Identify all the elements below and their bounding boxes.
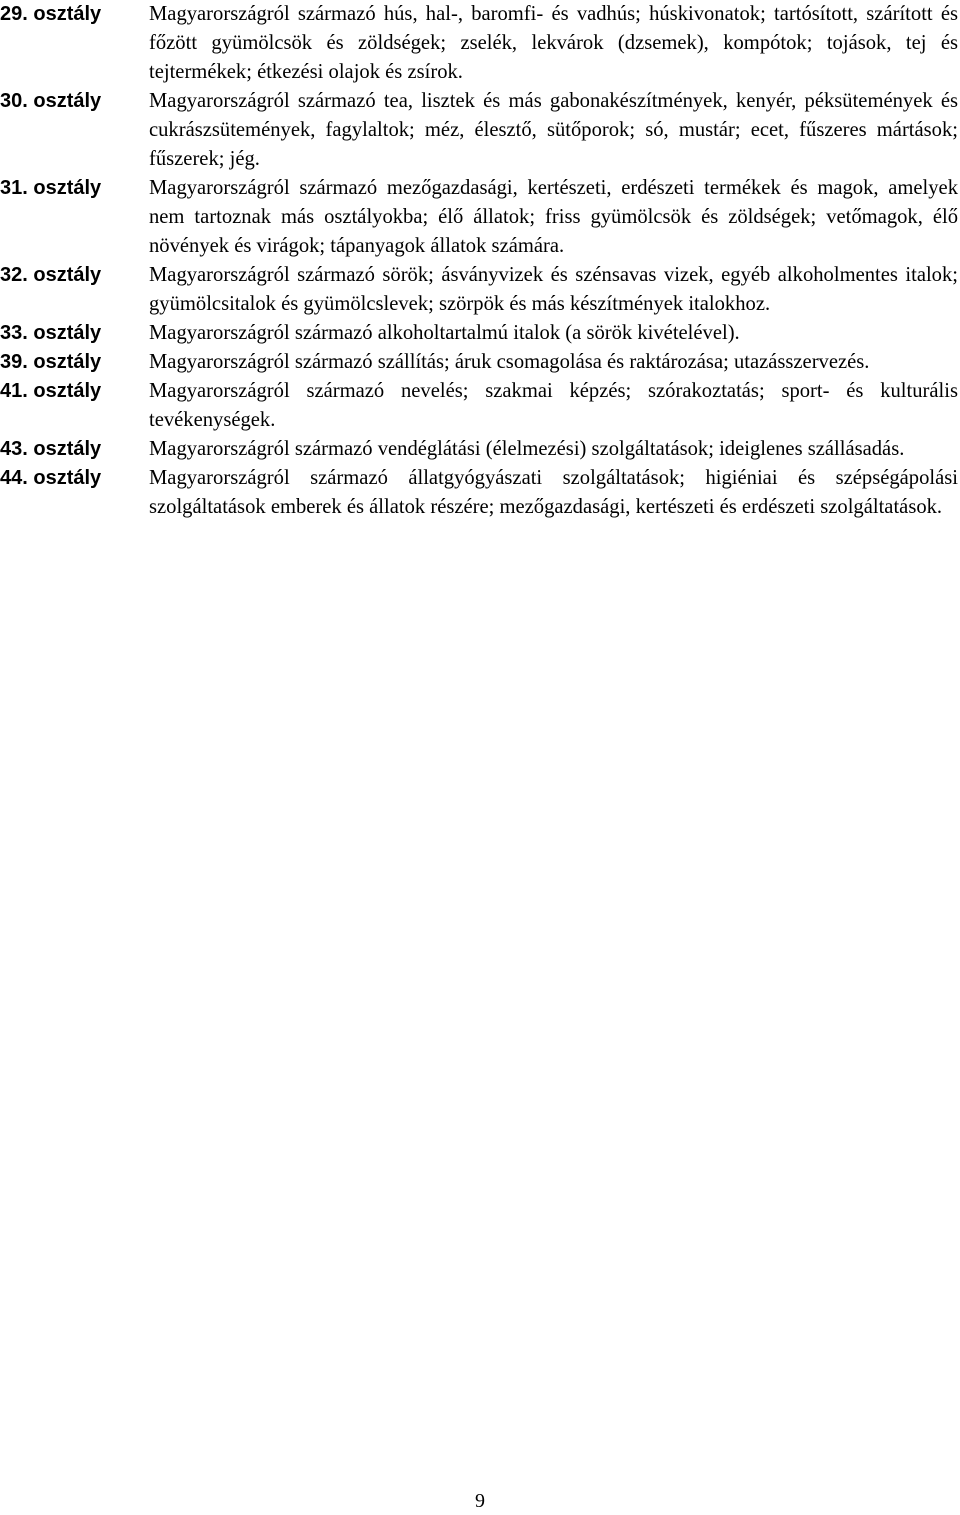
- class-label: 44. osztály: [0, 467, 102, 489]
- class-description: Magyarországról származó alkoholtartalmú italok (a sörök kivételével).: [149, 322, 740, 344]
- class-entry-43: [0, 435, 958, 464]
- class-description: Magyarországról származó állatgyógyászati szolgáltatások; higiéniai és szépségápolási szolgáltatások emberek és állatok részére; mezőgazdasági, kertészeti és erdészeti szolgáltatások.: [149, 467, 958, 518]
- class-label: 32. osztály: [0, 264, 102, 286]
- class-entry-31: [0, 174, 958, 261]
- class-label: 30. osztály: [0, 90, 102, 112]
- class-list: [0, 0, 958, 522]
- class-entry-32: [0, 261, 958, 319]
- class-description: Magyarországról származó nevelés; szakmai képzés; szórakoztatás; sport- és kulturális tevékenységek.: [149, 380, 958, 431]
- class-description: Magyarországról származó tea, lisztek és más gabonakészítmények, kenyér, péksütemények és cukrászsütemények, fagylaltok; méz, élesztő, sütőporok; só, mustár; ecet, fűszeres mártások; fűszerek; jég.: [149, 90, 958, 170]
- class-description: Magyarországról származó mezőgazdasági, kertészeti, erdészeti termékek és magok, amelyek nem tartoznak más osztályokba; élő állatok; friss gyümölcsök és zöldségek; vetőmagok, élő növények és virágok; tápanyagok állatok számára.: [149, 177, 958, 257]
- class-description: Magyarországról származó szállítás; áruk csomagolása és raktározása; utazásszervezés.: [149, 351, 870, 373]
- class-description: Magyarországról származó vendéglátási (élelmezési) szolgáltatások; ideiglenes szállásadás.: [149, 438, 905, 460]
- class-label: 43. osztály: [0, 438, 102, 460]
- class-label: 39. osztály: [0, 351, 102, 373]
- class-label: 31. osztály: [0, 177, 102, 199]
- page-number: 9: [475, 1490, 485, 1512]
- class-entry-33: [0, 319, 958, 348]
- class-label: 41. osztály: [0, 380, 102, 402]
- class-description: Magyarországról származó hús, hal-, baromfi- és vadhús; húskivonatok; tartósított, szárított és főzött gyümölcsök és zöldségek; zselék, lekvárok (dzsemek), kompótok; tojások, tej és tejtermékek; étkezési olajok és zsírok.: [149, 3, 958, 83]
- class-label: 29. osztály: [0, 3, 102, 25]
- class-label: 33. osztály: [0, 322, 102, 344]
- class-entry-39: [0, 348, 958, 377]
- class-entry-41: [0, 377, 958, 435]
- class-entry-30: [0, 87, 958, 174]
- class-entry-44: [0, 464, 958, 522]
- class-entry-29: [0, 0, 958, 87]
- class-description: Magyarországról származó sörök; ásványvizek és szénsavas vizek, egyéb alkoholmentes italok; gyümölcsitalok és gyümölcslevek; szörpök és más készítmények italokhoz.: [149, 264, 958, 315]
